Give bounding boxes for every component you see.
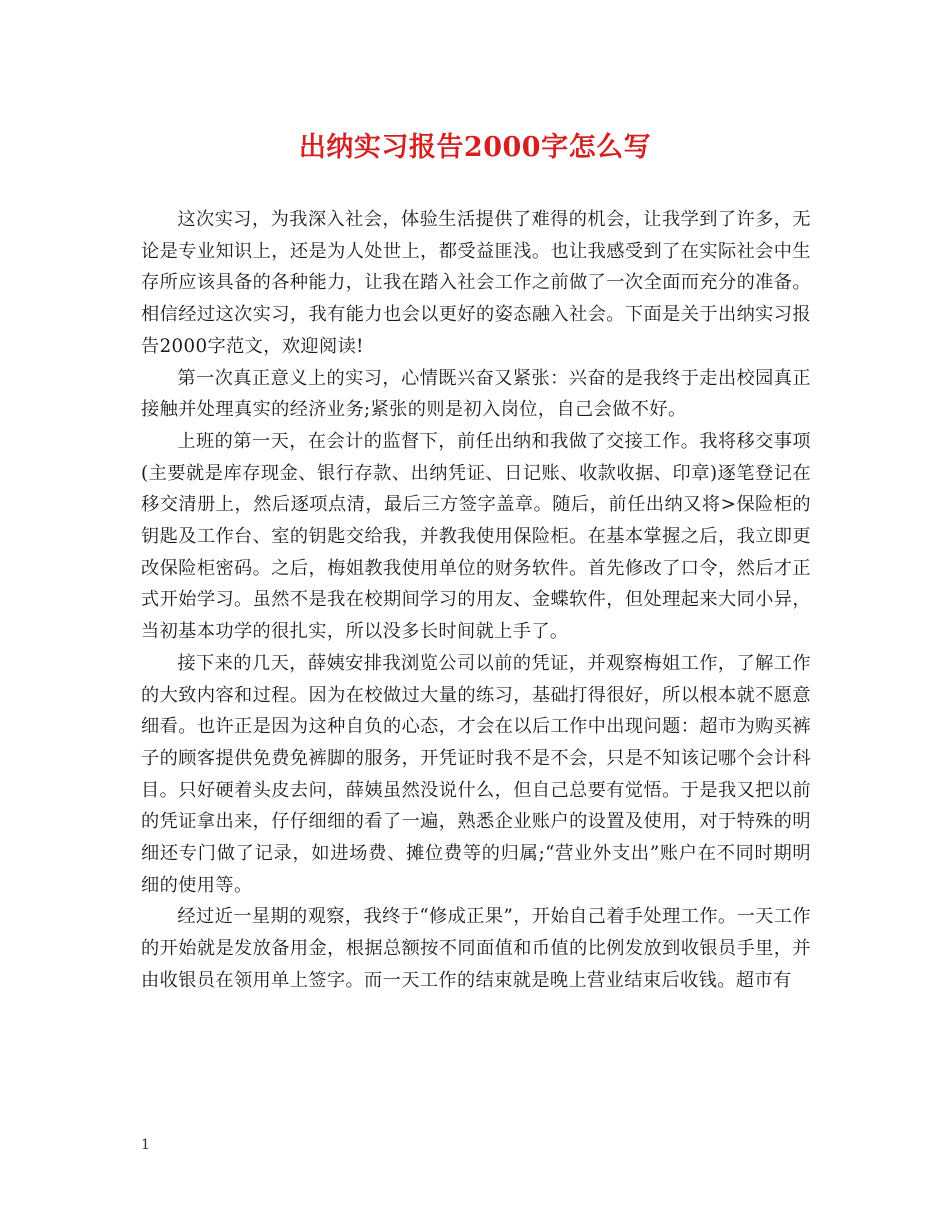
document-body (141, 204, 811, 997)
paragraph-first-day: 上班的第一天，在会计的监督下，前任出纳和我做了交接工作。我将移交事项(主要就是库存现金、银行存款、出纳凭证、日记账、收款收据、印章)逐笔登记在移交清册上，然后逐项点清，最后三方签字盖章。随后，前任出纳又将>保险柜的钥匙及工作台、室的钥匙交给我，并教我使用保险柜。在基本掌握之后，我立即更改保险柜密码。之后，梅姐教我使用单位的财务软件。首先修改了口令，然后才正式开始学习。虽然不是我在校期间学习的用友、金蝶软件，但处理起来大同小异，当初基本功学的很扎实，所以没多长时间就上手了。 (141, 430, 811, 643)
document-title: 出纳实习报告2000字怎么写 (298, 132, 652, 163)
paragraph-following-days: 接下来的几天，薛姨安排我浏览公司以前的凭证，并观察梅姐工作，了解工作的大致内容和过程。因为在校做过大量的练习，基础打得很好，所以根本就不愿意细看。也许正是因为这种自负的心态，才会在以后工作中出现问题：超市为购买裤子的顾客提供免费免裤脚的服务，开凭证时我不是不会，只是不知该记哪个会计科目。只好硬着头皮去问，薛姨虽然没说什么，但自己总要有觉悟。于是我又把以前的凭证拿出来，仔仔细细的看了一遍，熟悉企业账户的设置及使用，对于特殊的明细还专门做了记录，如进场费、摊位费等的归属;“营业外支出”账户在不同时期明细的使用等。 (141, 652, 811, 896)
page-number: 1 (141, 1137, 150, 1153)
paragraph-intro: 这次实习，为我深入社会，体验生活提供了难得的机会，让我学到了许多，无论是专业知识上，还是为人处世上，都受益匪浅。也让我感受到了在实际社会中生存所应该具备的各种能力，让我在踏入社会工作之前做了一次全面而充分的准备。相信经过这次实习，我有能力也会以更好的姿态融入社会。下面是关于出纳实习报告2000字范文，欢迎阅读! (141, 209, 811, 357)
paragraph-first-internship: 第一次真正意义上的实习，心情既兴奋又紧张：兴奋的是我终于走出校园真正接触并处理真实的经济业务;紧张的则是初入岗位，自己会做不好。 (141, 367, 811, 421)
paragraph-one-week-later: 经过近一星期的观察，我终于“修成正果”，开始自己着手处理工作。一天工作的开始就是发放备用金，根据总额按不同面值和币值的比例发放到收银员手里，并由收银员在领用单上签字。而一天工作的结束就是晚上营业结束后收钱。超市有 (141, 906, 811, 991)
